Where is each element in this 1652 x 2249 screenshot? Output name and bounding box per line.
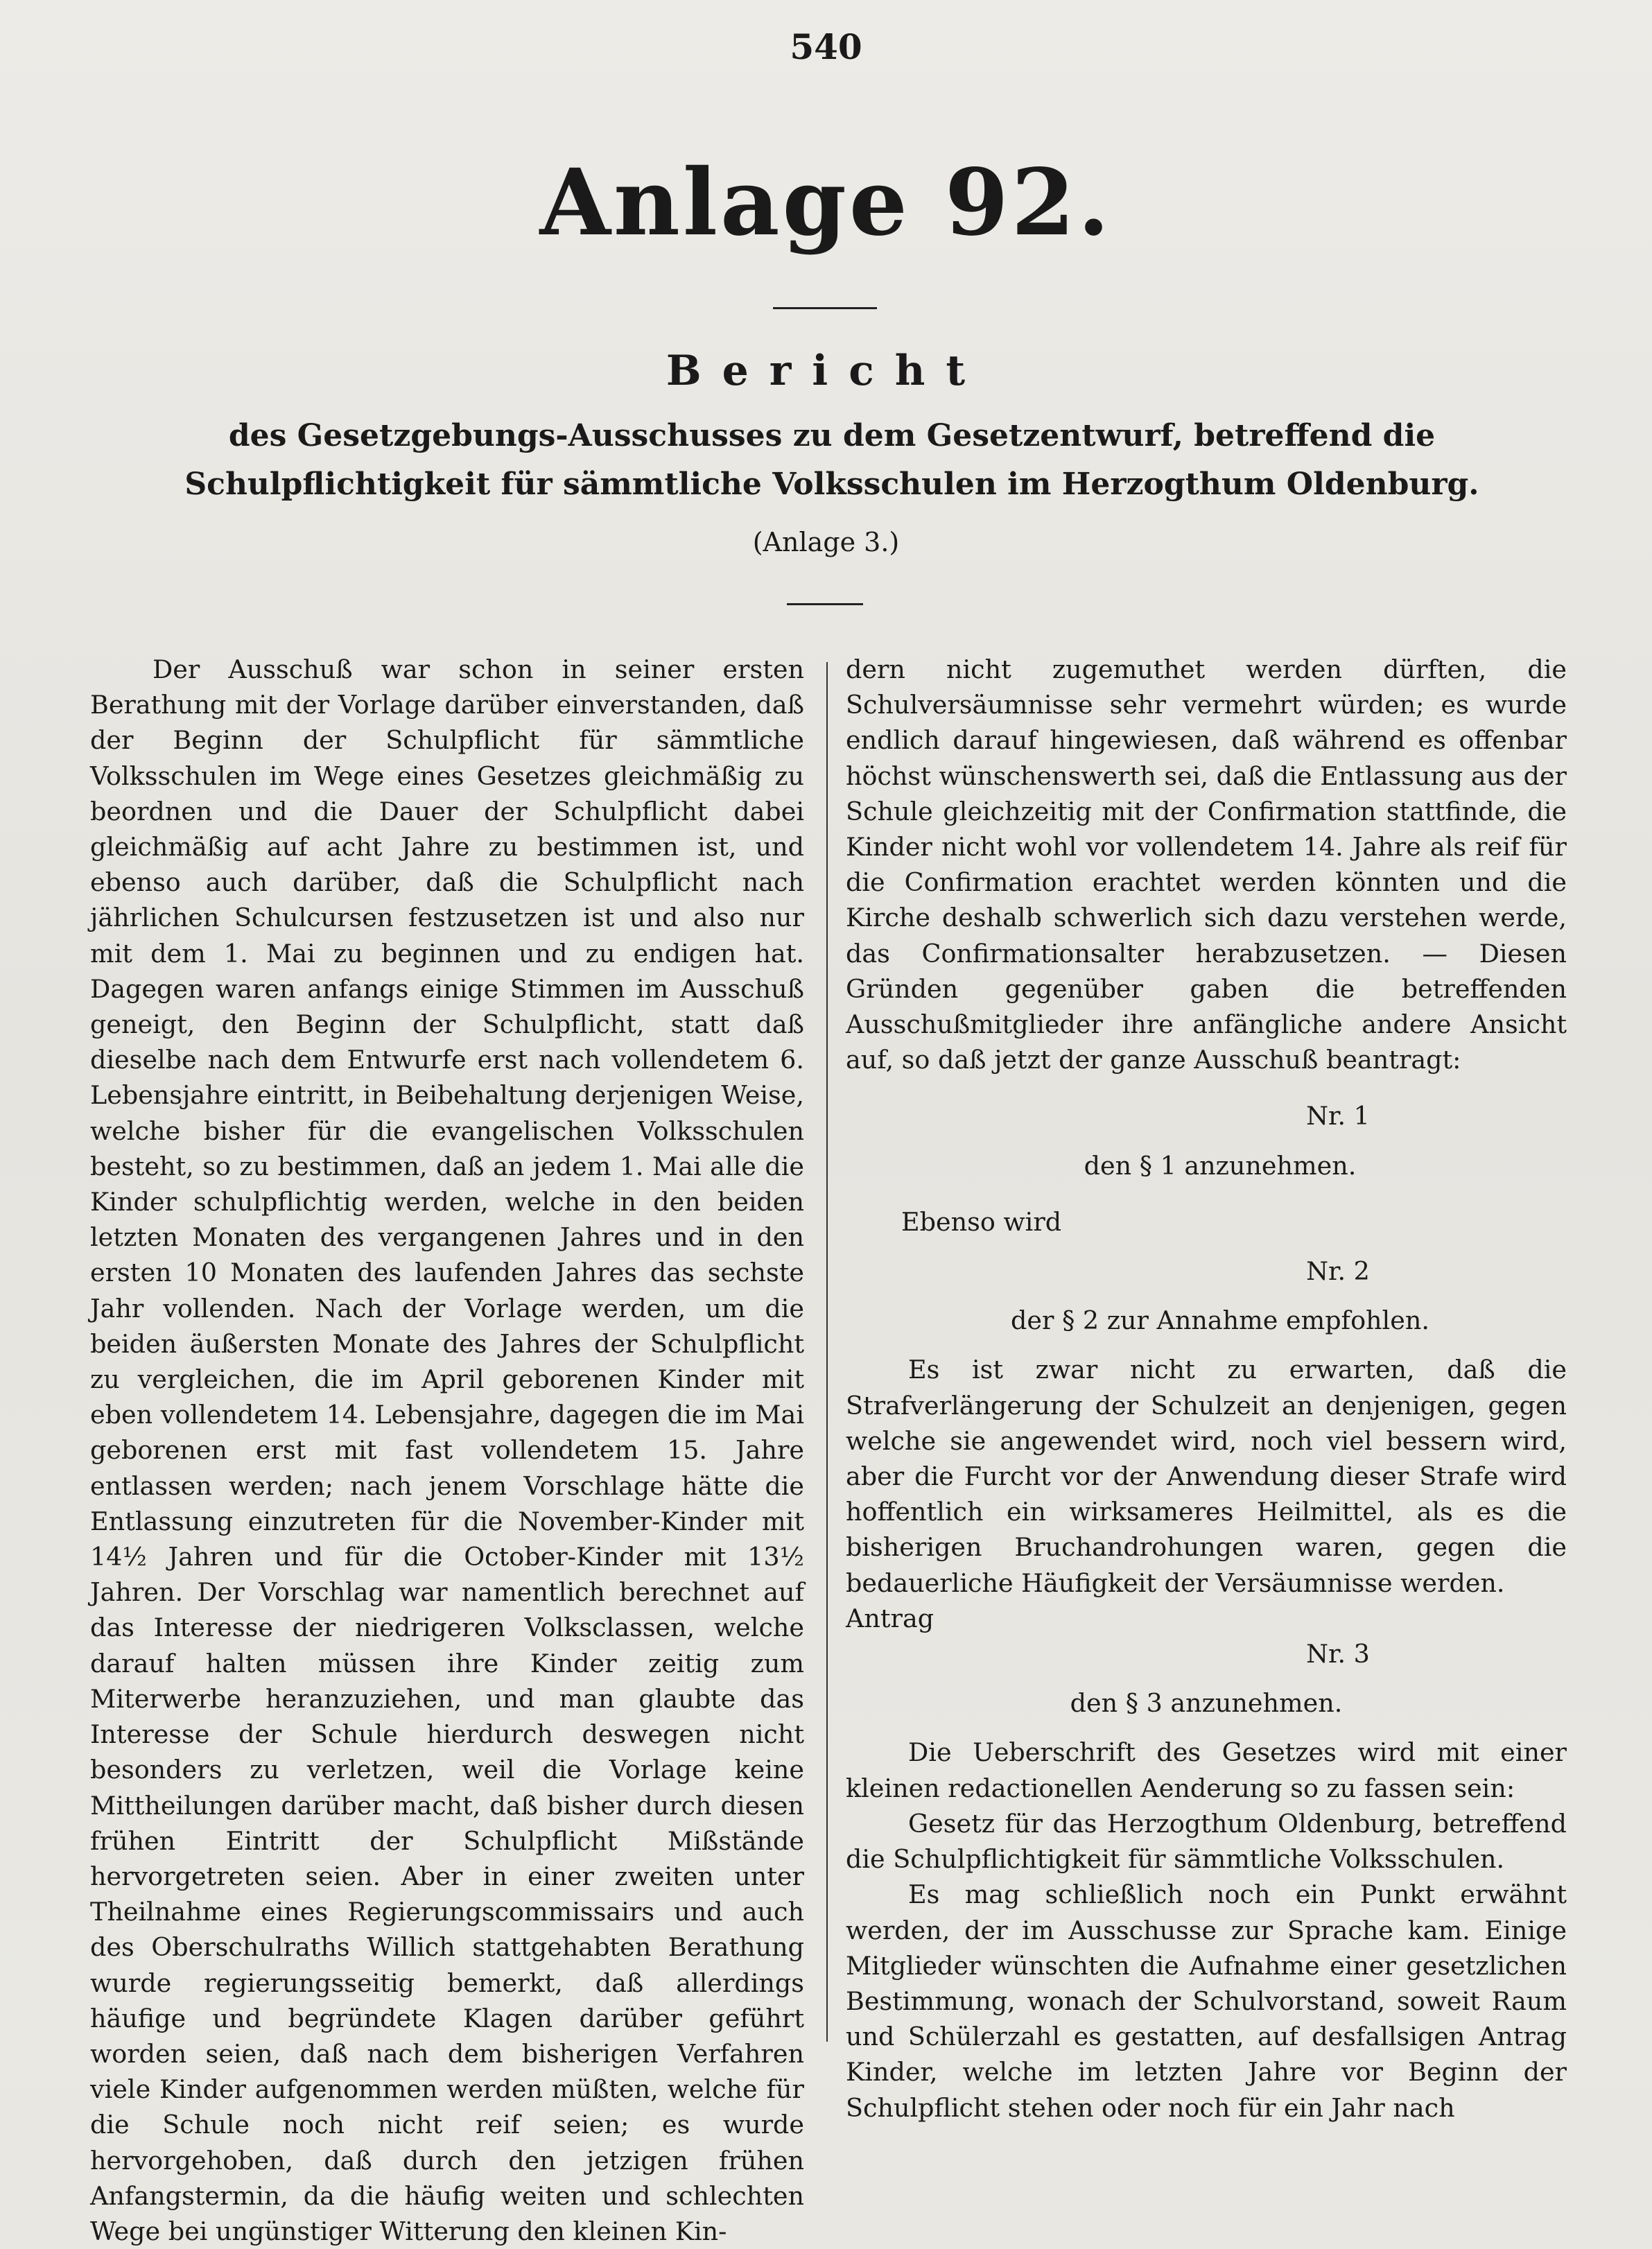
page-number: 540 xyxy=(790,26,862,67)
right-paragraph-4: Es mag schließlich noch ein Punkt erwähnt werden, der im Ausschusse zur Sprache kam. Einige Mitglieder wünschten die Aufnahme einer gesetzlichen Bestimmung, wonach der Schulvorstand, soweit Raum und Schülerzahl es gestatten, auf desfallsigen Antrag Kinder, welche im letzten Jahre vor Beginn der Schulpflicht stehen oder noch für ein Jahr nach xyxy=(846,1879,1567,2123)
ebenso-text: Ebenso wird xyxy=(901,1206,1062,1237)
law-title: Gesetz für das Herzogthum Oldenburg, betreffend die Schulpflichtigkeit für sämmtliche Volksschulen. xyxy=(846,1808,1567,1875)
right-paragraph-1: dern nicht zugemuthet werden dürften, die Schulversäumnisse sehr vermehrt würden; es wurde endlich darauf hingewiesen, daß während es offenbar höchst wünschenswerth sei, daß die Entlassung aus der Schule gleichzeitig mit der Confirmation stattfinde, die Kinder nicht wohl vor vollendetem 14. Jahre als reif für die Confirmation erachtet werden könnten und die Kirche deshalb schwerlich sich dazu verstehen werde, das Confirmationsalter herabzusetzen. — Diesen Gründen gegenüber gaben die betreffenden Ausschußmitglieder ihre anfängliche andere Ansicht auf, so daß jetzt der ganze Ausschuß beantragt: xyxy=(846,654,1567,1075)
nr-1-text: den § 1 anzunehmen. xyxy=(1084,1150,1357,1181)
right-column xyxy=(846,652,1567,2126)
anlage-title: Anlage 92. xyxy=(539,149,1113,257)
nr-1-label: Nr. 1 xyxy=(1306,1101,1370,1131)
left-column-text: Der Ausschuß war schon in seiner ersten Berathung mit der Vorlage darüber einverstanden, daß der Beginn der Schulpflicht für sämmtliche Volksschulen im Wege eines Gesetzes gleichmäßig zu beordnen und die Dauer der Schulpflicht dabei gleichmäßig auf acht Jahre zu bestimmen ist, und ebenso auch darüber, daß die Schulpflicht nach jährlichen Schulcursen festzusetzen ist und also nur mit dem 1. Mai zu beginnen und zu endigen hat. Dagegen waren anfangs einige Stimmen im Ausschuß geneigt, den Beginn der Schulpflicht, statt daß dieselbe nach dem Entwurfe erst nach vollendetem 6. Lebensjahre eintritt, in Beibehaltung derjenigen Weise, welche bisher für die evangelischen Volksschulen besteht, so zu bestimmen, daß an jedem 1. Mai alle die Kinder schulpflichtig werden, welche in den beiden letzten Monaten des vergangenen Jahres und in den ersten 10 Monaten des laufenden Jahres das sechste Jahr vollenden. Nach der Vorlage werden, um die beiden äußersten Monate des Jahres der Schulpflicht zu vergleichen, die im April geborenen Kinder mit eben vollendetem 14. Lebensjahre, dagegen die im Mai geborenen erst mit fast vollendetem 15. Jahre entlassen werden; nach jenem Vorschlage hätte die Entlassung einzutreten für die November-Kinder mit 14½ Jahren und für die October-Kinder mit 13½ Jahren. Der Vorschlag war namentlich berechnet auf das Interesse der niedrigeren Volksclassen, welche darauf halten müssen ihre Kinder zeitig zum Miterwerbe heranzuziehen, und man glaubte das Interesse der Schule hierdurch deswegen nicht besonders zu verletzen, weil die Vorlage keine Mittheilungen darüber macht, daß bisher durch diesen frühen Eintritt der Schulpflicht Mißstände hervorgetreten seien. Aber in einer zweiten unter Theilnahme eines Regierungscommissairs und auch des Oberschulraths Willich stattgehabten Berathung wurde regierungsseitig bemerkt, daß allerdings häufige und begründete Klagen darüber geführt worden seien, daß nach dem bisherigen Verfahren viele Kinder aufgenommen werden müßten, welche für die Schule noch nicht reif seien; es wurde hervorgehoben, daß durch den jetzigen frühen Anfangstermin, da die häufig weiten und schlechten Wege bei ungünstiger Witterung den kleinen Kin- xyxy=(90,654,804,2246)
antrag-label: Antrag xyxy=(846,1603,934,1633)
column-divider xyxy=(826,662,828,2042)
nr-2-text: der § 2 zur Annahme empfohlen. xyxy=(1011,1305,1429,1336)
left-column xyxy=(90,652,804,2249)
nr-3-text: den § 3 anzunehmen. xyxy=(1070,1688,1343,1719)
title-rule xyxy=(773,307,877,309)
nr-2-label: Nr. 2 xyxy=(1306,1256,1370,1287)
report-heading: Bericht xyxy=(666,347,986,395)
subtitle-reference: (Anlage 3.) xyxy=(752,527,900,557)
right-paragraph-2: Es ist zwar nicht zu erwarten, daß die Strafverlängerung der Schulzeit an denjenigen, gegen welche sie angewendet wird, noch viel bessern wird, aber die Furcht vor der Anwendung dieser Strafe wird hoffentlich ein wirksameres Heilmittel, als es die bisherigen Bruchandrohungen waren, gegen die bedauerliche Häufigkeit der Versäumnisse werden. xyxy=(846,1355,1567,1598)
report-subtitle: des Gesetzgebungs-Ausschusses zu dem Gesetzentwurf, betreffend die Schulpflichtigkeit für sämmtliche Volksschulen im Herzogthum Oldenburg. xyxy=(184,418,1479,502)
nr-3-label: Nr. 3 xyxy=(1306,1639,1370,1669)
header-rule xyxy=(787,603,863,605)
right-paragraph-3: Die Ueberschrift des Gesetzes wird mit einer kleinen redactionellen Aenderung so zu fassen sein: xyxy=(846,1737,1567,1803)
